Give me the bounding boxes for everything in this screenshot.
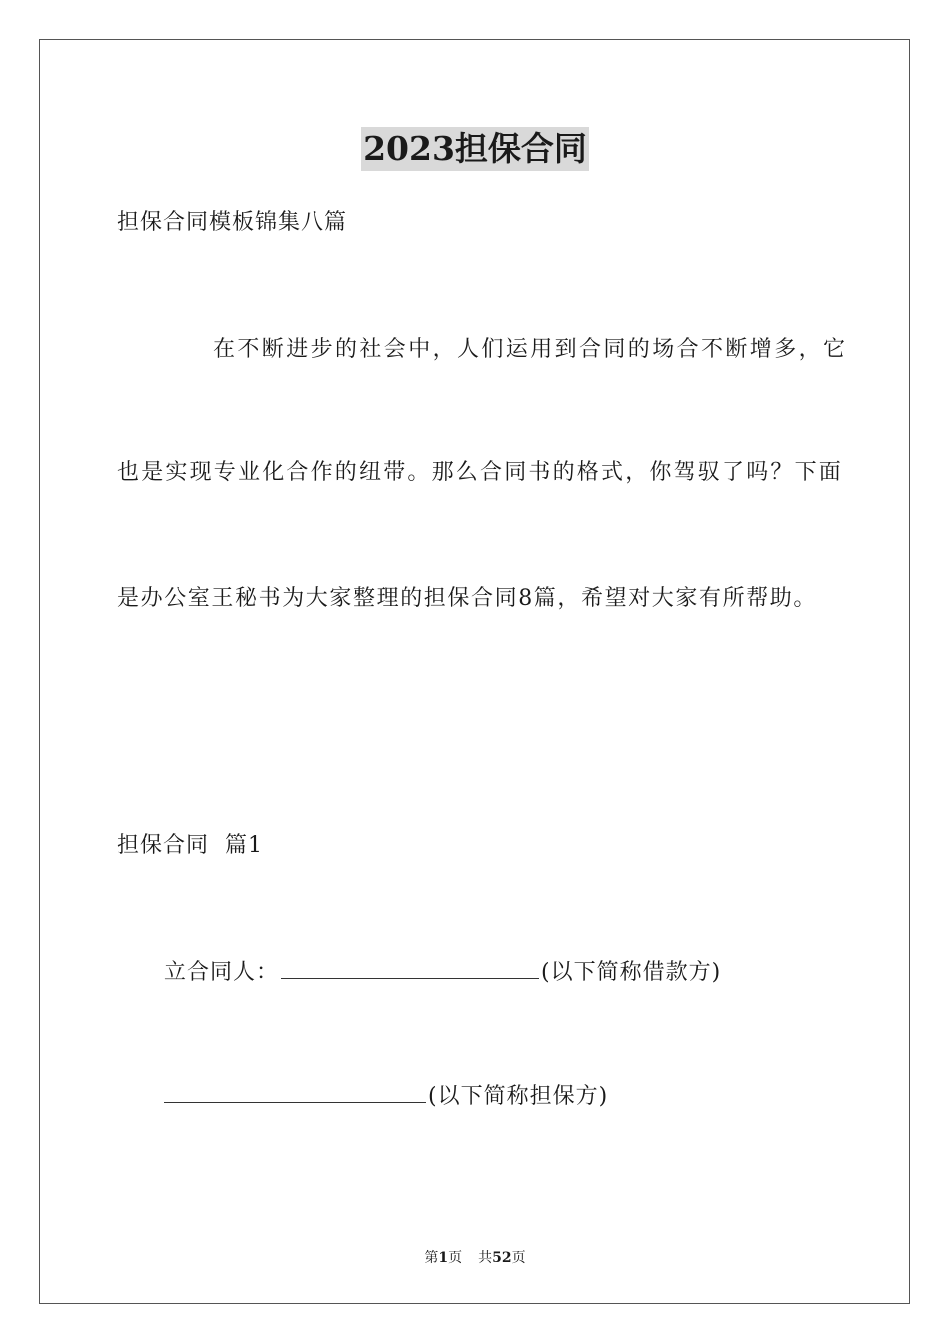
guarantor-line — [164, 1080, 608, 1112]
page-footer — [0, 1248, 950, 1268]
borrower-note: (以下简称借款方) — [541, 960, 722, 985]
document-subtitle: 担保合同模板锦集八篇 — [117, 210, 348, 235]
title-container — [0, 127, 950, 171]
footer-page-prefix: 第 — [424, 1250, 439, 1266]
footer-total-prefix: 共 — [478, 1250, 493, 1266]
intro-line-1: 在不断进步的社会中，人们运用到合同的场合不断增多，它 — [213, 337, 848, 362]
document-title: 2023担保合同 — [361, 127, 589, 171]
footer-total-pages: 52 — [492, 1250, 512, 1266]
footer-total-suffix: 页 — [511, 1250, 526, 1266]
footer-page-suffix: 页 — [448, 1250, 463, 1266]
footer-page-number: 1 — [438, 1250, 449, 1266]
section-title: 担保合同 篇1 — [117, 833, 263, 858]
intro-line-2: 也是实现专业化合作的纽带。那么合同书的格式，你驾驭了吗？下面 — [117, 460, 844, 485]
party-label: 立合同人： — [164, 960, 280, 985]
borrower-line — [164, 956, 721, 988]
borrower-blank-field[interactable] — [281, 956, 539, 979]
guarantor-blank-field[interactable] — [164, 1080, 426, 1103]
intro-line-3: 是办公室王秘书为大家整理的担保合同8篇，希望对大家有所帮助。 — [117, 586, 817, 611]
guarantor-note: (以下简称担保方) — [428, 1084, 609, 1109]
